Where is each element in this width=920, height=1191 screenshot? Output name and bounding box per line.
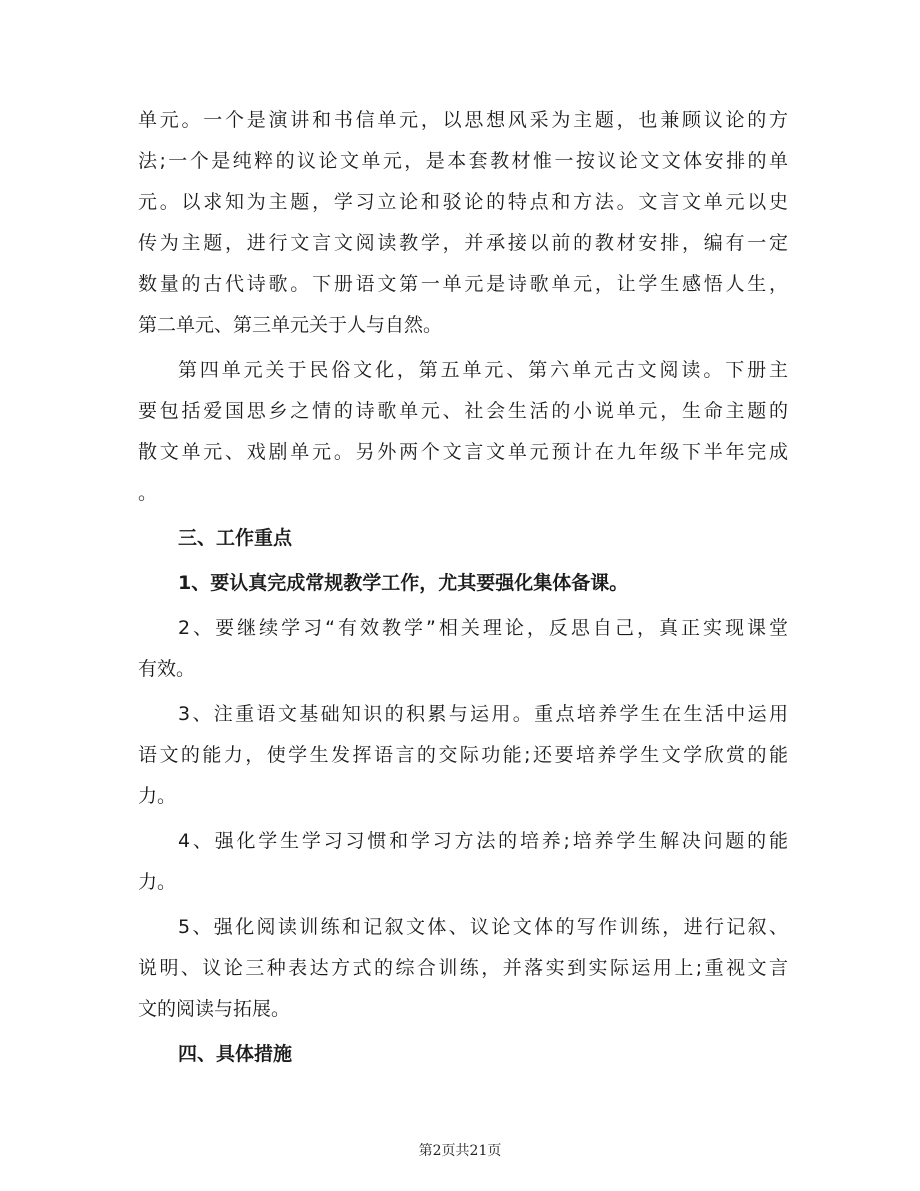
text-line: 。 (138, 482, 158, 504)
text-line: 力。 (138, 785, 177, 807)
text-line: 5、强化阅读训练和记叙文体、议论文体的写作训练，进行记叙、 (178, 916, 788, 938)
paragraph-unit-four (138, 350, 788, 514)
text-line: 元。以求知为主题，学习立论和驳论的特点和方法。文言文单元以史 (138, 191, 788, 213)
text-line: 语文的能力，使学生发挥语言的交际功能;还要培养学生文学欣赏的能 (138, 744, 788, 766)
text-line: 有效。 (138, 658, 196, 680)
text-line: 2、要继续学习“有效教学”相关理论，反思自己，真正实现课堂 (178, 617, 788, 639)
work-focus-item-3 (138, 694, 788, 817)
work-focus-item-1: 1、要认真完成常规教学工作，尤其要强化集体备课。 (178, 572, 629, 594)
document-body (138, 100, 788, 1075)
text-line: 3、注重语文基础知识的积累与运用。重点培养学生在生活中运用 (178, 703, 788, 725)
text-line: 力。 (138, 871, 177, 893)
text-line: 法;一个是纯粹的议论文单元，是本套教材惟一按议论文文体安排的单 (138, 150, 788, 172)
paragraph-units-overview (138, 100, 788, 346)
text-line: 说明、议论三种表达方式的综合训练，并落实到实际运用上;重视文言 (138, 957, 788, 979)
text-line: 要包括爱国思乡之情的诗歌单元、社会生活的小说单元，生命主题的 (138, 400, 788, 422)
work-focus-item-5 (138, 907, 788, 1030)
text-line: 单元。一个是演讲和书信单元，以思想风采为主题，也兼顾议论的方 (138, 109, 788, 131)
work-focus-item-2 (138, 608, 788, 690)
page-number: 第2页共21页 (418, 1143, 502, 1159)
section-heading-work-focus: 三、工作重点 (178, 527, 293, 549)
text-line: 4、强化学生学习习惯和学习方法的培养;培养学生解决问题的能 (178, 830, 788, 852)
work-focus-item-4 (138, 821, 788, 903)
text-line: 第四单元关于民俗文化，第五单元、第六单元古文阅读。下册主 (178, 359, 788, 381)
text-line: 数量的古代诗歌。下册语文第一单元是诗歌单元，让学生感悟人生， (138, 273, 788, 295)
text-line: 散文单元、戏剧单元。另外两个文言文单元预计在九年级下半年完成 (138, 441, 788, 463)
text-line: 文的阅读与拓展。 (138, 998, 291, 1020)
section-heading-specific-measures: 四、具体措施 (178, 1043, 293, 1065)
text-line: 第二单元、第三单元关于人与自然。 (138, 314, 443, 336)
text-line: 传为主题，进行文言文阅读教学，并承接以前的教材安排，编有一定 (138, 232, 788, 254)
